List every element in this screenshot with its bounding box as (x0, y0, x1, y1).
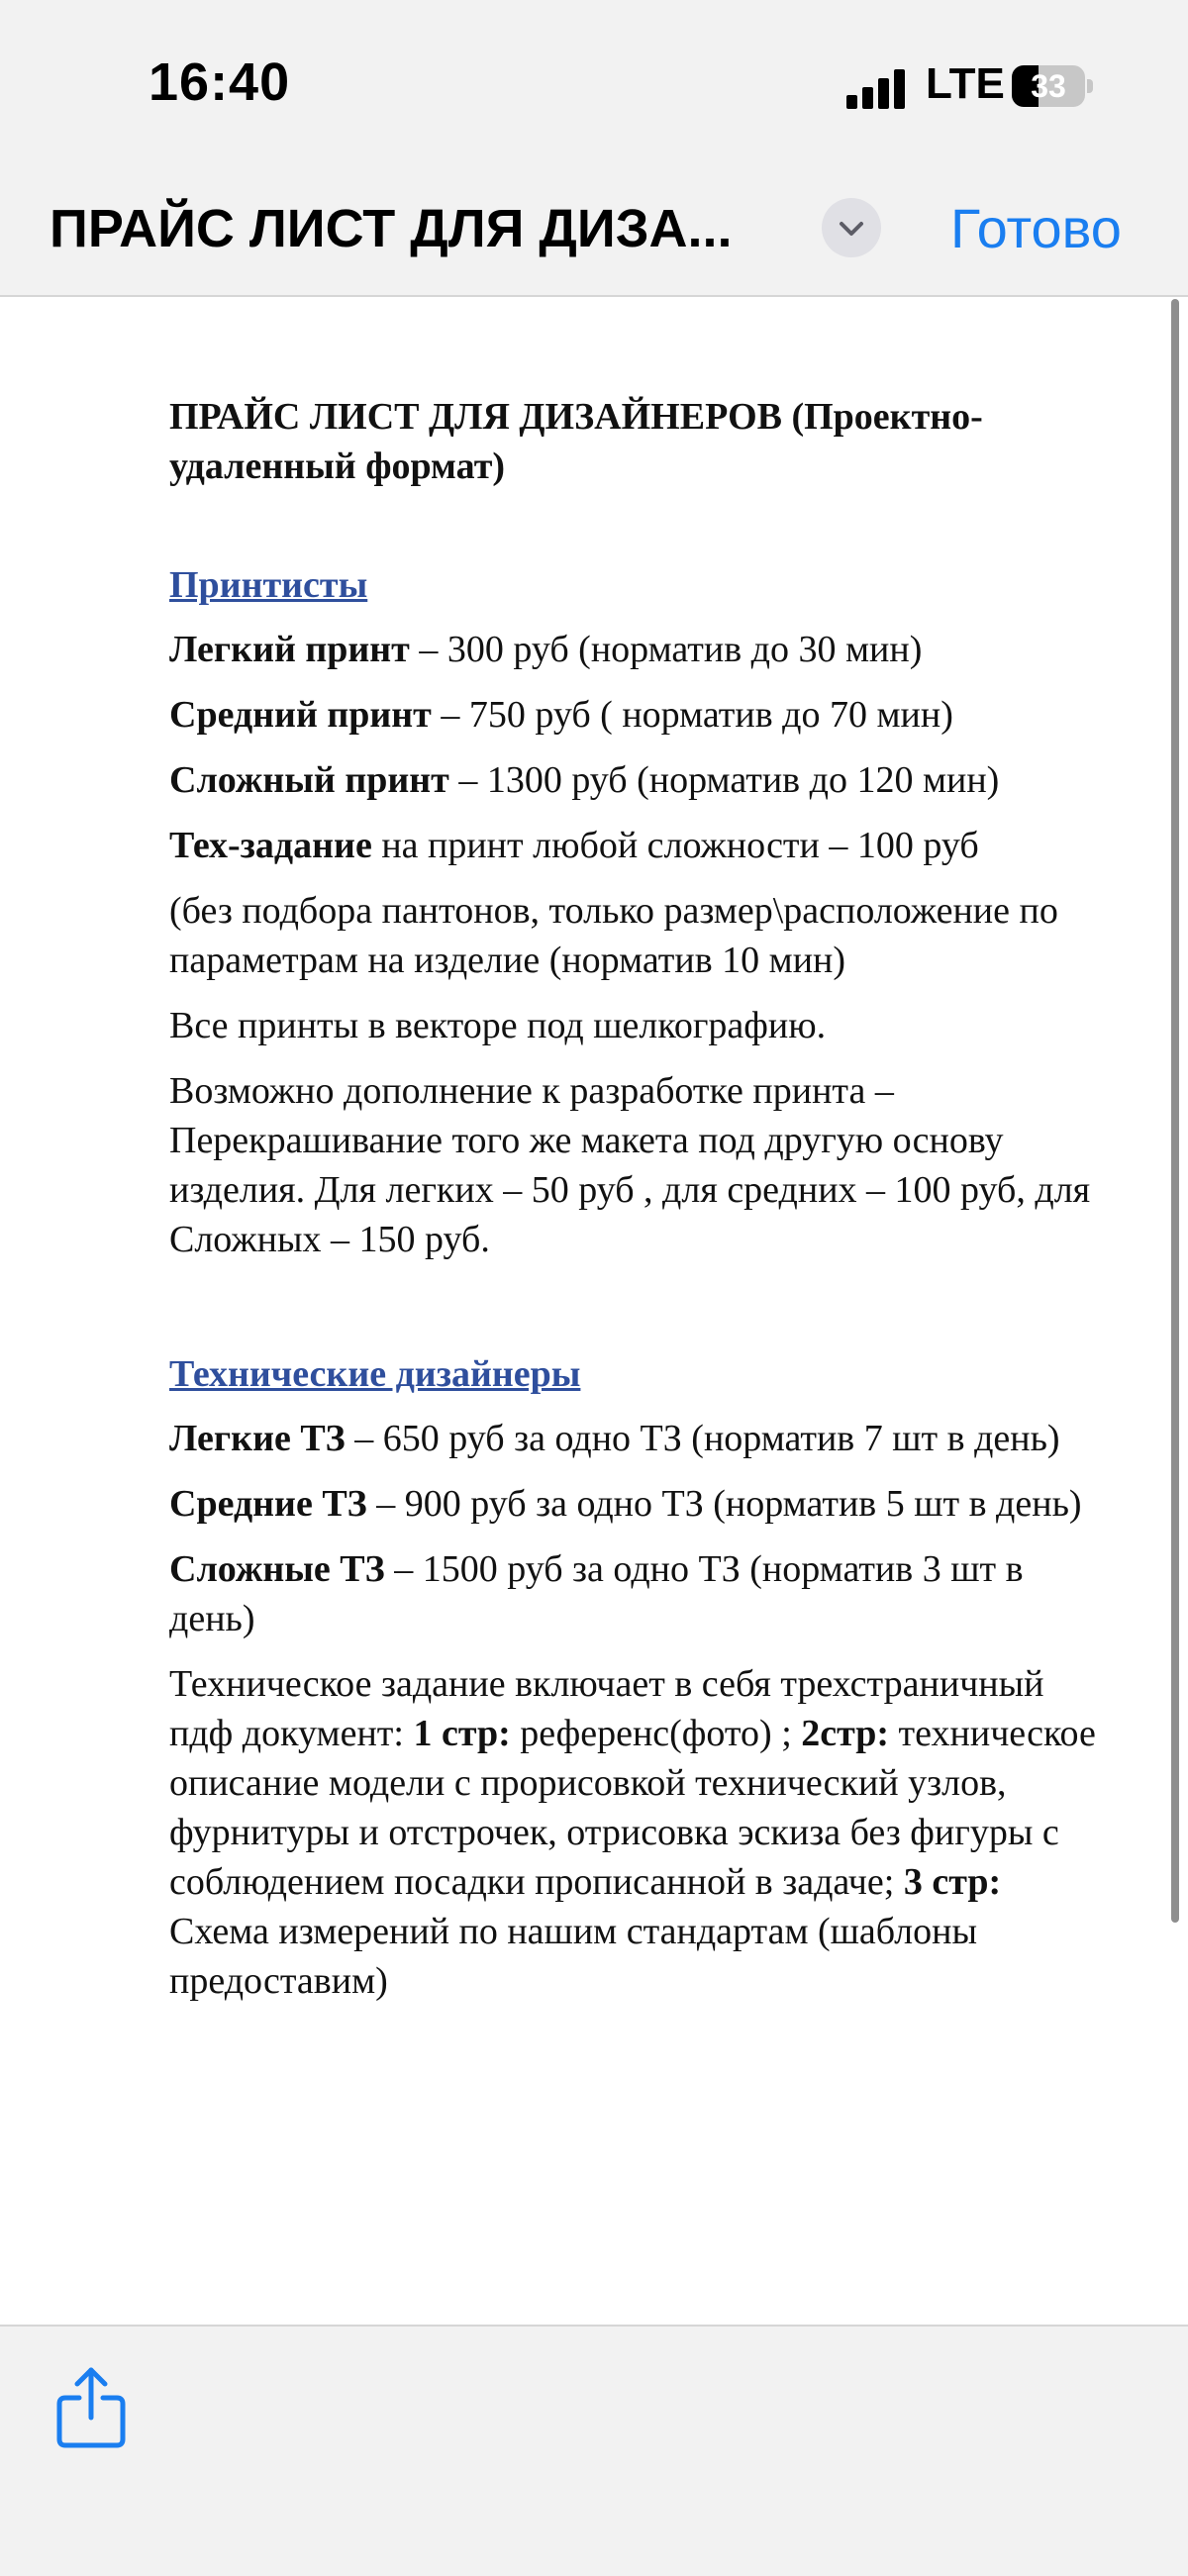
section-heading-tech-designers: Технические дизайнеры (169, 1353, 581, 1395)
doc-title: ПРАЙС ЛИСТ ДЛЯ ДИЗАЙНЕРОВ (Проектно-удаленный формат) (169, 396, 983, 487)
status-time: 16:40 (148, 52, 291, 112)
section-heading-printers: Принтисты (169, 564, 368, 606)
price-tech-task: Тех-задание на принт любой сложности – 100 руб (169, 825, 979, 866)
battery-tip (1087, 79, 1093, 93)
battery-icon (1012, 65, 1085, 107)
network-type: LTE (926, 59, 1005, 108)
price-medium-print: Средний принт – 750 руб ( норматив до 70 мин) (169, 694, 953, 736)
printers-note-size: (без подбора пантонов, только размер\расположение по параметрам на изделие (норматив 10 мин) (169, 890, 1058, 981)
bottom-toolbar (0, 2325, 1188, 2576)
battery-level: 33 (1031, 68, 1066, 104)
price-light-tz: Легкие ТЗ – 650 руб за одно ТЗ (норматив 7 шт в день) (169, 1418, 1060, 1459)
document-viewer[interactable] (0, 299, 1188, 2325)
document-title: ПРАЙС ЛИСТ ДЛЯ ДИЗА... (50, 199, 733, 258)
scrollbar[interactable] (1171, 299, 1179, 1923)
printers-note-vector: Все принты в векторе под шелкографию. (169, 1005, 827, 1046)
price-medium-tz: Средние ТЗ – 900 руб за одно ТЗ (норматив 5 шт в день) (169, 1483, 1082, 1525)
tz-description: Техническое задание включает в себя трехстраничный пдф документ: 1 стр: референс(фото) ; 2стр: техническое описание модели с прорисовкой технический узлов, фурнитуры и отстрочек, отрисовка эскиза без фигуры с соблюдением посадки прописанной в задаче; 3 стр: Схема измерений по нашим стандартам (шаблоны предоставим) (169, 1663, 1096, 2002)
status-bar (0, 0, 1188, 168)
printers-note-recolor: Возможно дополнение к разработке принта – Перекрашивание того же макета под другую основу изделия. Для легких – 50 руб , для средних – 100 руб, для Сложных – 150 руб. (169, 1070, 1091, 1260)
nav-bar (0, 168, 1188, 297)
price-light-print: Легкий принт – 300 руб (норматив до 30 мин) (169, 629, 923, 670)
price-complex-tz: Сложные ТЗ – 1500 руб за одно ТЗ (норматив 3 шт в день) (169, 1548, 1024, 1639)
price-complex-print: Сложный принт – 1300 руб (норматив до 120 мин) (169, 759, 1000, 801)
chevron-down-icon[interactable] (822, 198, 881, 257)
share-icon[interactable] (51, 2362, 131, 2451)
done-button[interactable]: Готово (950, 197, 1122, 259)
signal-icon (846, 65, 906, 109)
document-body (169, 392, 1110, 2022)
